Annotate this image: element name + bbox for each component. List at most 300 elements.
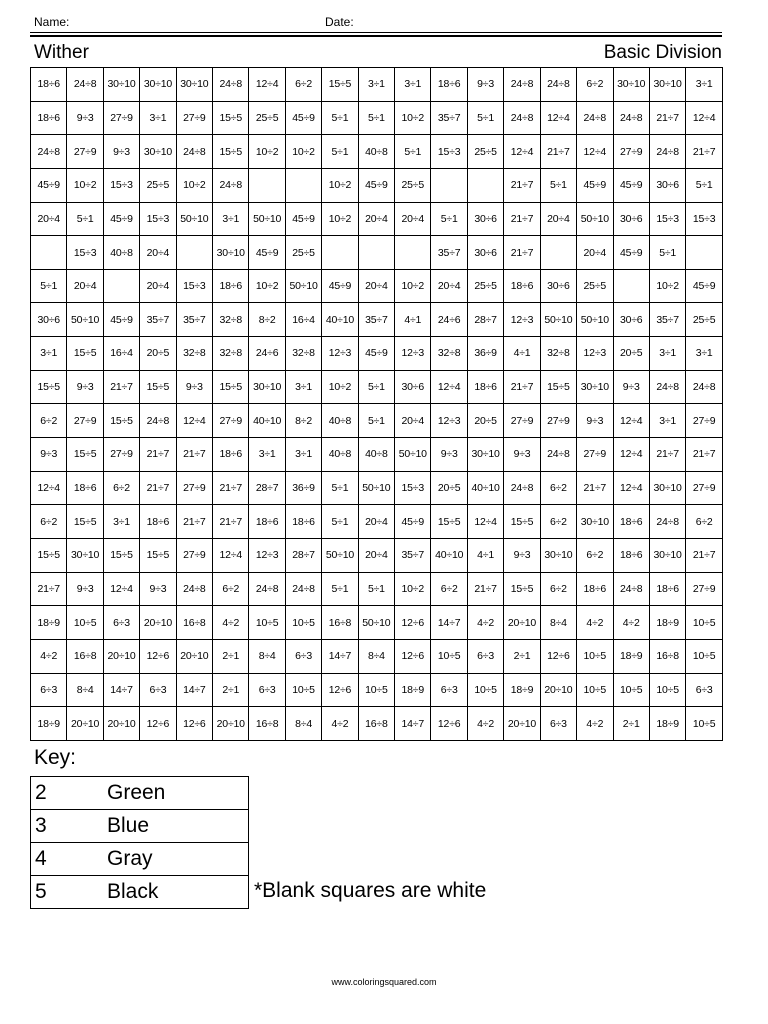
- grid-cell: 21÷7: [31, 572, 67, 606]
- grid-cell: 30÷10: [649, 538, 685, 572]
- grid-cell: 50÷10: [176, 202, 212, 236]
- grid-cell: 50÷10: [358, 606, 394, 640]
- grid-cell: 27÷9: [213, 404, 249, 438]
- grid-cell: 15÷3: [395, 471, 431, 505]
- grid-cell: 12÷4: [613, 404, 649, 438]
- grid-cell: 32÷8: [176, 337, 212, 371]
- grid-cell: 4÷2: [213, 606, 249, 640]
- grid-cell: 9÷3: [504, 438, 540, 472]
- grid-cell: 9÷3: [31, 438, 67, 472]
- grid-cell: 10÷5: [686, 606, 723, 640]
- grid-cell: 40÷8: [103, 236, 139, 270]
- grid-cell: 9÷3: [467, 68, 503, 102]
- name-label: Name:: [34, 15, 70, 29]
- grid-cell: 15÷5: [504, 572, 540, 606]
- grid-cell: 10÷5: [577, 639, 613, 673]
- grid-cell: 45÷9: [358, 337, 394, 371]
- grid-cell: 10÷2: [322, 202, 358, 236]
- grid-cell: 6÷3: [467, 639, 503, 673]
- grid-cell: 21÷7: [686, 438, 723, 472]
- grid-cell: 18÷9: [395, 673, 431, 707]
- grid-row: [31, 606, 723, 640]
- grid-cell: 10÷2: [67, 168, 103, 202]
- grid-cell: 27÷9: [686, 404, 723, 438]
- grid-cell: 12÷4: [613, 471, 649, 505]
- grid-cell: 15÷5: [213, 101, 249, 135]
- grid-cell: 5÷1: [358, 572, 394, 606]
- grid-cell: 9÷3: [504, 538, 540, 572]
- grid-cell: 27÷9: [103, 101, 139, 135]
- grid-row: [31, 639, 723, 673]
- grid-cell: 15÷5: [103, 404, 139, 438]
- grid-cell: 21÷7: [504, 168, 540, 202]
- grid-cell: 10÷5: [285, 673, 321, 707]
- grid-cell: 15÷5: [213, 135, 249, 169]
- grid-cell: 3÷1: [395, 68, 431, 102]
- grid-cell: 4÷2: [31, 639, 67, 673]
- grid-cell: [176, 236, 212, 270]
- grid-cell: 6÷3: [31, 673, 67, 707]
- grid-cell: 24÷8: [249, 572, 285, 606]
- grid-cell: 3÷1: [285, 438, 321, 472]
- grid-cell: 15÷5: [140, 538, 176, 572]
- grid-cell: 12÷4: [467, 505, 503, 539]
- grid-cell: 24÷8: [213, 168, 249, 202]
- grid-cell: 24÷8: [613, 572, 649, 606]
- grid-cell: 21÷7: [686, 135, 723, 169]
- grid-cell: 30÷6: [540, 269, 576, 303]
- grid-cell: 10÷2: [322, 168, 358, 202]
- grid-cell: 21÷7: [577, 471, 613, 505]
- grid-cell: 5÷1: [322, 505, 358, 539]
- grid-cell: 45÷9: [322, 269, 358, 303]
- grid-cell: 18÷6: [249, 505, 285, 539]
- grid-cell: 8÷4: [358, 639, 394, 673]
- grid-cell: 6÷2: [103, 471, 139, 505]
- grid-cell: 10÷2: [649, 269, 685, 303]
- grid-cell: [613, 269, 649, 303]
- grid-cell: 16÷8: [67, 639, 103, 673]
- grid-cell: 21÷7: [504, 236, 540, 270]
- key-row: [31, 810, 249, 843]
- grid-cell: 21÷7: [213, 505, 249, 539]
- grid-cell: 45÷9: [686, 269, 723, 303]
- grid-cell: 2÷1: [613, 707, 649, 741]
- grid-cell: 15÷3: [686, 202, 723, 236]
- grid-cell: 50÷10: [285, 269, 321, 303]
- grid-row: [31, 236, 723, 270]
- grid-cell: 27÷9: [686, 572, 723, 606]
- grid-cell: 30÷6: [31, 303, 67, 337]
- grid-cell: 12÷3: [249, 538, 285, 572]
- grid-row: [31, 303, 723, 337]
- grid-cell: 45÷9: [395, 505, 431, 539]
- grid-cell: 32÷8: [213, 337, 249, 371]
- grid-cell: 2÷1: [504, 639, 540, 673]
- grid-row: [31, 101, 723, 135]
- key-number: 5: [31, 876, 104, 909]
- grid-cell: 3÷1: [686, 68, 723, 102]
- grid-cell: [686, 236, 723, 270]
- grid-cell: 6÷2: [577, 68, 613, 102]
- grid-cell: 24÷8: [504, 471, 540, 505]
- grid-cell: 12÷6: [540, 639, 576, 673]
- grid-cell: 4÷1: [395, 303, 431, 337]
- grid-cell: 5÷1: [686, 168, 723, 202]
- grid-cell: 24÷6: [249, 337, 285, 371]
- grid-cell: 15÷5: [504, 505, 540, 539]
- grid-cell: 18÷6: [613, 505, 649, 539]
- grid-cell: 20÷4: [358, 269, 394, 303]
- key-label: Key:: [34, 746, 77, 769]
- grid-cell: 30÷10: [176, 68, 212, 102]
- grid-cell: 16÷8: [249, 707, 285, 741]
- grid-cell: 30÷10: [140, 135, 176, 169]
- grid-cell: 20÷5: [431, 471, 467, 505]
- grid-cell: 5÷1: [31, 269, 67, 303]
- grid-row: [31, 572, 723, 606]
- grid-cell: 2÷1: [213, 673, 249, 707]
- grid-cell: 35÷7: [358, 303, 394, 337]
- key-color: Green: [103, 777, 249, 810]
- grid-cell: 2÷1: [213, 639, 249, 673]
- grid-cell: 24÷8: [213, 68, 249, 102]
- grid-cell: 9÷3: [176, 370, 212, 404]
- grid-cell: 30÷10: [467, 438, 503, 472]
- grid-cell: 14÷7: [431, 606, 467, 640]
- key-color: Black: [103, 876, 249, 909]
- grid-cell: 35÷7: [431, 236, 467, 270]
- grid-cell: 5÷1: [322, 101, 358, 135]
- key-table: [30, 776, 249, 909]
- grid-cell: 40÷8: [358, 438, 394, 472]
- grid-cell: 9÷3: [67, 101, 103, 135]
- grid-cell: 20÷10: [103, 707, 139, 741]
- grid-cell: 16÷8: [649, 639, 685, 673]
- grid-cell: 5÷1: [358, 101, 394, 135]
- grid-cell: 6÷2: [540, 572, 576, 606]
- grid-cell: 18÷6: [140, 505, 176, 539]
- grid-cell: 16÷8: [322, 606, 358, 640]
- grid-cell: 50÷10: [577, 303, 613, 337]
- grid-cell: 30÷10: [140, 68, 176, 102]
- grid-cell: 27÷9: [176, 471, 212, 505]
- grid-cell: 27÷9: [176, 538, 212, 572]
- grid-cell: 3÷1: [649, 337, 685, 371]
- grid-cell: 24÷8: [686, 370, 723, 404]
- grid-cell: 18÷9: [649, 707, 685, 741]
- blank-squares-note: *Blank squares are white: [254, 879, 487, 902]
- grid-cell: 12÷3: [577, 337, 613, 371]
- grid-cell: 20÷4: [395, 202, 431, 236]
- grid-cell: 27÷9: [540, 404, 576, 438]
- grid-cell: 6÷3: [140, 673, 176, 707]
- grid-row: [31, 404, 723, 438]
- grid-cell: 20÷4: [358, 505, 394, 539]
- grid-cell: 24÷8: [67, 68, 103, 102]
- grid-cell: 45÷9: [613, 236, 649, 270]
- grid-cell: 30÷6: [395, 370, 431, 404]
- worksheet-title: Wither: [34, 42, 89, 63]
- grid-cell: 24÷8: [649, 505, 685, 539]
- grid-cell: 27÷9: [613, 135, 649, 169]
- grid-cell: 24÷8: [649, 135, 685, 169]
- grid-cell: [358, 236, 394, 270]
- key-row: [31, 843, 249, 876]
- grid-cell: 5÷1: [395, 135, 431, 169]
- grid-cell: 32÷8: [431, 337, 467, 371]
- grid-cell: 20÷4: [395, 404, 431, 438]
- grid-cell: 21÷7: [103, 370, 139, 404]
- grid-row: [31, 707, 723, 741]
- grid-cell: 12÷3: [504, 303, 540, 337]
- grid-cell: 10÷5: [577, 673, 613, 707]
- key-color: Gray: [103, 843, 249, 876]
- grid-cell: 25÷5: [395, 168, 431, 202]
- grid-cell: 45÷9: [103, 202, 139, 236]
- grid-cell: 20÷10: [213, 707, 249, 741]
- grid-cell: 18÷6: [31, 68, 67, 102]
- grid-cell: 10÷5: [285, 606, 321, 640]
- grid-cell: 6÷2: [540, 471, 576, 505]
- grid-cell: 15÷3: [176, 269, 212, 303]
- grid-cell: 24÷8: [285, 572, 321, 606]
- grid-cell: 12÷4: [103, 572, 139, 606]
- grid-cell: 6÷2: [285, 68, 321, 102]
- grid-cell: 5÷1: [67, 202, 103, 236]
- grid-cell: 5÷1: [467, 101, 503, 135]
- grid-cell: 30÷10: [649, 471, 685, 505]
- grid-cell: 12÷6: [395, 639, 431, 673]
- grid-cell: 5÷1: [358, 370, 394, 404]
- grid-cell: 40÷8: [322, 438, 358, 472]
- grid-cell: 6÷2: [31, 404, 67, 438]
- grid-cell: 4÷2: [467, 606, 503, 640]
- grid-cell: 4÷2: [322, 707, 358, 741]
- grid-cell: 12÷4: [249, 68, 285, 102]
- grid-cell: 35÷7: [395, 538, 431, 572]
- grid-cell: 12÷3: [431, 404, 467, 438]
- grid-cell: 4÷2: [577, 707, 613, 741]
- grid-cell: 32÷8: [213, 303, 249, 337]
- grid-row: [31, 505, 723, 539]
- grid-cell: 6÷2: [431, 572, 467, 606]
- grid-cell: 27÷9: [686, 471, 723, 505]
- header-rule: [30, 32, 722, 33]
- grid-cell: 15÷5: [140, 370, 176, 404]
- grid-cell: 24÷8: [577, 101, 613, 135]
- grid-cell: 15÷5: [431, 505, 467, 539]
- grid-cell: 12÷4: [613, 438, 649, 472]
- grid-cell: 6÷2: [577, 538, 613, 572]
- grid-cell: 50÷10: [540, 303, 576, 337]
- grid-cell: 3÷1: [103, 505, 139, 539]
- grid-cell: 8÷2: [285, 404, 321, 438]
- grid-cell: 12÷6: [322, 673, 358, 707]
- grid-cell: 25÷5: [140, 168, 176, 202]
- grid-cell: 15÷3: [140, 202, 176, 236]
- grid-cell: 20÷4: [431, 269, 467, 303]
- grid-cell: 21÷7: [140, 438, 176, 472]
- grid-cell: 21÷7: [540, 135, 576, 169]
- grid-cell: 15÷3: [67, 236, 103, 270]
- grid-cell: 15÷3: [649, 202, 685, 236]
- grid-cell: 8÷4: [540, 606, 576, 640]
- grid-cell: 12÷4: [31, 471, 67, 505]
- grid-cell: [540, 236, 576, 270]
- grid-cell: 8÷2: [249, 303, 285, 337]
- grid-cell: 45÷9: [577, 168, 613, 202]
- grid-cell: 10÷5: [358, 673, 394, 707]
- grid-cell: 18÷6: [613, 538, 649, 572]
- grid-cell: 40÷10: [431, 538, 467, 572]
- grid-cell: 18÷6: [577, 572, 613, 606]
- grid-cell: 21÷7: [504, 370, 540, 404]
- grid-cell: 16÷8: [176, 606, 212, 640]
- grid-cell: 27÷9: [176, 101, 212, 135]
- grid-cell: 24÷8: [613, 101, 649, 135]
- grid-cell: 10÷2: [395, 101, 431, 135]
- grid-cell: 3÷1: [686, 337, 723, 371]
- grid-cell: 18÷6: [649, 572, 685, 606]
- grid-row: [31, 135, 723, 169]
- grid-cell: 24÷6: [431, 303, 467, 337]
- grid-cell: 9÷3: [577, 404, 613, 438]
- grid-cell: 8÷4: [285, 707, 321, 741]
- grid-cell: 10÷5: [431, 639, 467, 673]
- grid-cell: 30÷6: [613, 202, 649, 236]
- grid-cell: 3÷1: [649, 404, 685, 438]
- grid-cell: 18÷6: [504, 269, 540, 303]
- grid-cell: 21÷7: [213, 471, 249, 505]
- grid-cell: 6÷3: [686, 673, 723, 707]
- grid-cell: 9÷3: [613, 370, 649, 404]
- grid-cell: 10÷5: [613, 673, 649, 707]
- grid-cell: 24÷8: [504, 68, 540, 102]
- grid-cell: [103, 269, 139, 303]
- grid-cell: 4÷2: [577, 606, 613, 640]
- grid-cell: 10÷2: [395, 269, 431, 303]
- grid-cell: 45÷9: [285, 101, 321, 135]
- puzzle-grid: [30, 67, 723, 741]
- grid-cell: 12÷6: [431, 707, 467, 741]
- grid-cell: 15÷3: [431, 135, 467, 169]
- grid-cell: 21÷7: [467, 572, 503, 606]
- grid-cell: 6÷3: [431, 673, 467, 707]
- grid-cell: 18÷9: [649, 606, 685, 640]
- grid-cell: 40÷10: [249, 404, 285, 438]
- key-number: 2: [31, 777, 104, 810]
- grid-cell: 6÷3: [103, 606, 139, 640]
- key-number: 4: [31, 843, 104, 876]
- grid-row: [31, 370, 723, 404]
- grid-cell: 9÷3: [431, 438, 467, 472]
- grid-row: [31, 471, 723, 505]
- grid-cell: 20÷4: [31, 202, 67, 236]
- grid-cell: 10÷2: [285, 135, 321, 169]
- grid-cell: 4÷1: [504, 337, 540, 371]
- grid-cell: 12÷4: [686, 101, 723, 135]
- grid-cell: 18÷9: [31, 606, 67, 640]
- grid-cell: 45÷9: [613, 168, 649, 202]
- grid-cell: 25÷5: [577, 269, 613, 303]
- grid-cell: 25÷5: [467, 269, 503, 303]
- grid-cell: 10÷5: [67, 606, 103, 640]
- grid-cell: 25÷5: [686, 303, 723, 337]
- grid-cell: 45÷9: [103, 303, 139, 337]
- grid-cell: 3÷1: [358, 68, 394, 102]
- grid-cell: 5÷1: [649, 236, 685, 270]
- grid-row: [31, 68, 723, 102]
- grid-cell: 18÷6: [213, 269, 249, 303]
- grid-cell: 28÷7: [249, 471, 285, 505]
- grid-cell: [285, 168, 321, 202]
- grid-cell: 10÷2: [395, 572, 431, 606]
- grid-cell: 12÷3: [395, 337, 431, 371]
- grid-cell: 16÷8: [358, 707, 394, 741]
- grid-row: [31, 269, 723, 303]
- grid-cell: 35÷7: [176, 303, 212, 337]
- grid-row: [31, 202, 723, 236]
- grid-cell: 15÷5: [103, 538, 139, 572]
- grid-cell: 15÷3: [103, 168, 139, 202]
- key-number: 3: [31, 810, 104, 843]
- grid-cell: 12÷4: [213, 538, 249, 572]
- grid-row: [31, 168, 723, 202]
- grid-cell: 8÷4: [67, 673, 103, 707]
- grid-cell: 6÷3: [285, 639, 321, 673]
- grid-cell: 12÷4: [577, 135, 613, 169]
- grid-cell: 28÷7: [467, 303, 503, 337]
- grid-cell: 50÷10: [577, 202, 613, 236]
- grid-cell: 30÷10: [577, 370, 613, 404]
- grid-cell: 10÷2: [322, 370, 358, 404]
- grid-cell: 12÷4: [176, 404, 212, 438]
- grid-cell: 18÷9: [613, 639, 649, 673]
- grid-cell: 15÷5: [31, 370, 67, 404]
- grid-cell: 45÷9: [31, 168, 67, 202]
- grid-cell: 30÷10: [213, 236, 249, 270]
- date-label: Date:: [325, 15, 354, 29]
- grid-cell: 24÷8: [176, 572, 212, 606]
- grid-cell: 30÷6: [613, 303, 649, 337]
- grid-cell: 10÷5: [249, 606, 285, 640]
- grid-cell: 6÷2: [31, 505, 67, 539]
- grid-cell: 6÷2: [540, 505, 576, 539]
- grid-cell: 10÷5: [686, 639, 723, 673]
- grid-cell: [249, 168, 285, 202]
- grid-cell: 14÷7: [103, 673, 139, 707]
- grid-cell: 50÷10: [395, 438, 431, 472]
- grid-cell: 25÷5: [467, 135, 503, 169]
- grid-cell: 12÷4: [504, 135, 540, 169]
- grid-cell: 14÷7: [176, 673, 212, 707]
- grid-cell: [322, 236, 358, 270]
- grid-cell: 5÷1: [431, 202, 467, 236]
- grid-cell: 18÷9: [31, 707, 67, 741]
- worksheet-subtitle: Basic Division: [603, 42, 722, 63]
- key-row: [31, 777, 249, 810]
- grid-cell: 50÷10: [358, 471, 394, 505]
- grid-cell: 30÷6: [649, 168, 685, 202]
- grid-cell: 30÷10: [67, 538, 103, 572]
- grid-cell: 40÷8: [358, 135, 394, 169]
- grid-cell: 30÷10: [649, 68, 685, 102]
- grid-cell: [395, 236, 431, 270]
- grid-cell: 9÷3: [67, 572, 103, 606]
- grid-cell: 5÷1: [322, 572, 358, 606]
- grid-cell: 21÷7: [176, 505, 212, 539]
